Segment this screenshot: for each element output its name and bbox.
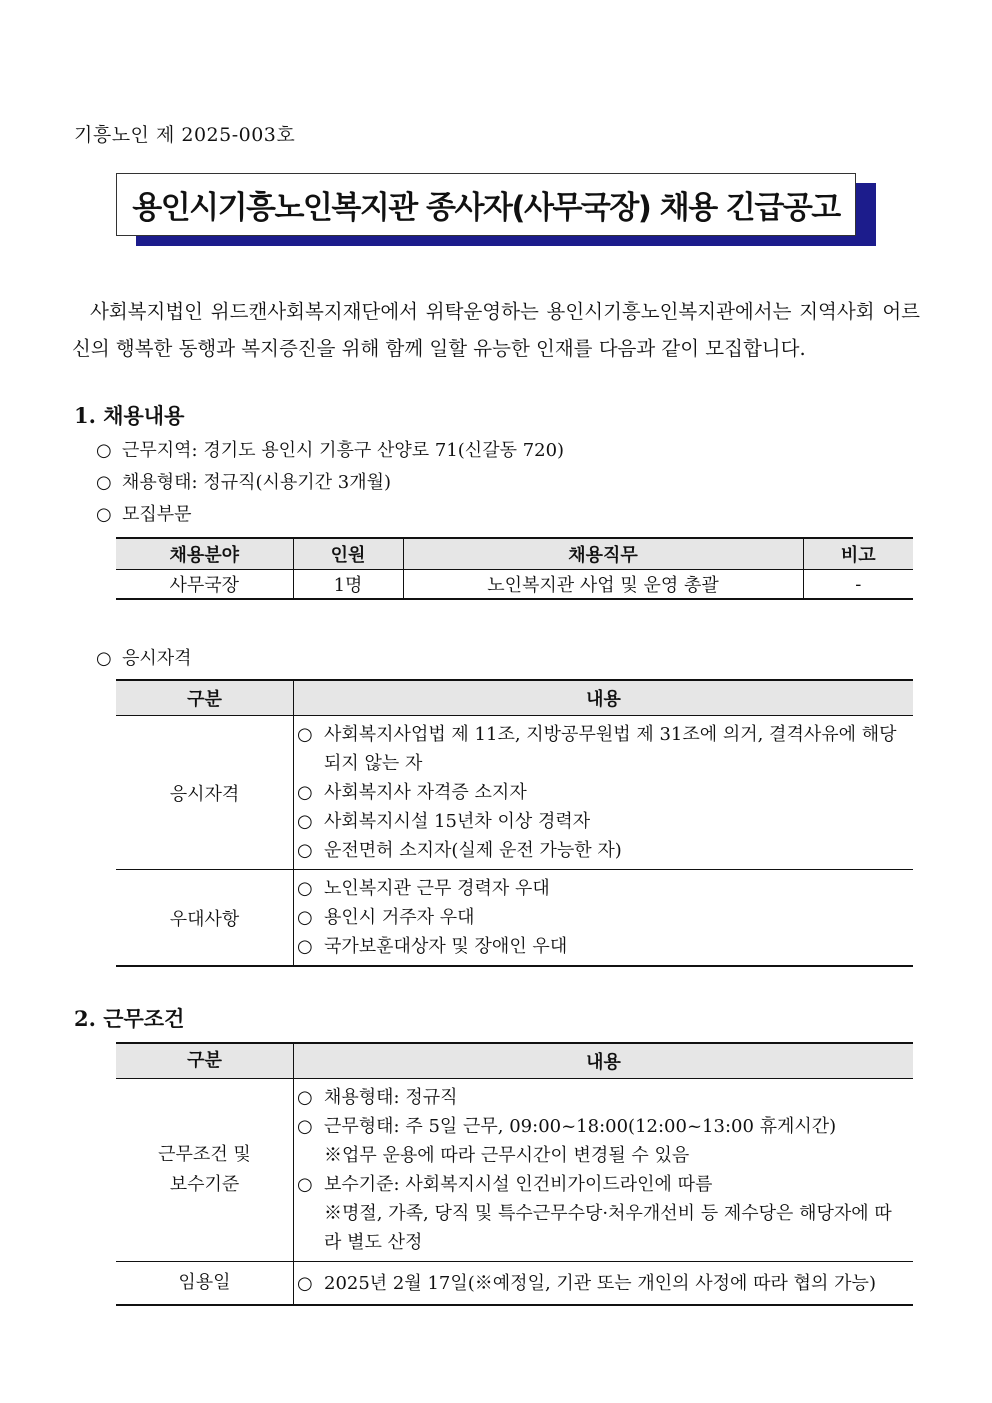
row-content: [294, 1079, 914, 1262]
row-key-line: 근무조건 및: [158, 1144, 251, 1165]
item-text: 노인복지관 근무 경력자 우대: [324, 878, 550, 899]
table-cell: 사무국장: [116, 570, 293, 600]
row-content: [294, 870, 914, 967]
table-header-row: [116, 538, 913, 570]
table-header-row: [116, 680, 913, 716]
table-cell: -: [855, 573, 862, 595]
list-item: [297, 1083, 913, 1112]
note-text: ※업무 운용에 따라 근무시간이 변경될 수 있음: [324, 1145, 690, 1166]
item-text: 사회복지사업법 제 11조, 지방공무원법 제 31조에 의거, 결격사유에 해당되지 않는 자: [324, 724, 897, 774]
circle-mark: ○: [297, 1087, 313, 1108]
item-text: 사회복지사 자격증 소지자: [324, 782, 527, 803]
section2-heading: 2. 근무조건: [74, 1006, 185, 1031]
title-banner: [116, 173, 856, 236]
row-content: [294, 716, 914, 870]
row-key: 우대사항: [116, 870, 294, 967]
circle-mark: ○: [297, 840, 313, 861]
row-key: [116, 1079, 294, 1262]
item-text: 용인시 거주자 우대: [324, 907, 475, 928]
work-area-text: 근무지역: 경기도 용인시 기흥구 산양로 71(신갈동 720): [122, 440, 565, 461]
item-text: 근무형태: 주 5일 근무, 09:00~18:00(12:00~13:00 휴게시간): [324, 1116, 837, 1137]
header-cell: 채용직무: [403, 538, 803, 570]
list-item: [297, 778, 913, 807]
list-item: [297, 1112, 913, 1141]
employment-type-bullet: [96, 468, 391, 494]
item-text: 보수기준: 사회복지시설 인건비가이드라인에 따름: [324, 1174, 713, 1195]
header-cell: 내용: [294, 1043, 914, 1079]
row-key: 응시자격: [116, 716, 294, 870]
qualification-table: [116, 679, 913, 967]
qualification-label: 응시자격: [122, 648, 192, 669]
circle-mark: ○: [297, 907, 313, 928]
bullet-mark: ○: [96, 440, 112, 461]
title-box: [116, 173, 856, 236]
list-item: [297, 903, 913, 932]
table-row: [116, 1079, 913, 1262]
list-item: [297, 1170, 913, 1199]
header-cell: 비고: [803, 538, 913, 570]
table-row: [116, 870, 913, 967]
header-cell: 구분: [116, 680, 294, 716]
table-cell: 노인복지관 사업 및 운영 총괄: [403, 570, 803, 600]
list-item: [297, 836, 913, 865]
item-text: 국가보훈대상자 및 장애인 우대: [324, 936, 568, 957]
qualification-bullet: [96, 644, 192, 670]
list-item: [297, 932, 913, 961]
row-key: 임용일: [116, 1262, 294, 1306]
circle-mark: ○: [297, 724, 313, 745]
intro-paragraph: [72, 293, 920, 367]
header-cell: 채용분야: [116, 538, 293, 570]
list-item: [297, 720, 913, 778]
item-text: 2025년 2월 17일(※예정일, 기관 또는 개인의 사정에 따라 협의 가능): [324, 1272, 876, 1294]
item-text: 사회복지시설 15년차 이상 경력자: [324, 811, 591, 832]
page-title: 용인시기흥노인복지관 종사자(사무국장) 채용 긴급공고: [132, 190, 840, 226]
table-cell: 1명: [293, 570, 403, 600]
row-content: [294, 1262, 914, 1306]
employment-type-text: 채용형태: 정규직(시용기간 3개월): [122, 472, 392, 493]
table-row: [116, 570, 913, 600]
list-item: [297, 807, 913, 836]
circle-mark: ○: [297, 1174, 313, 1195]
bullet-mark: ○: [96, 648, 112, 669]
recruit-label: 모집부문: [122, 504, 192, 525]
circle-mark: ○: [297, 811, 313, 832]
work-area-bullet: [96, 436, 564, 462]
circle-mark: ○: [297, 1272, 313, 1294]
recruit-table: [116, 537, 913, 600]
row-key-line: 보수기준: [169, 1174, 240, 1195]
table-row: [116, 716, 913, 870]
header-cell: 인원: [293, 538, 403, 570]
table-header-row: [116, 1043, 913, 1079]
circle-mark: ○: [297, 936, 313, 957]
header-cell: 내용: [294, 680, 914, 716]
circle-mark: ○: [297, 782, 313, 803]
document-number: 기흥노인 제 2025-003호: [74, 124, 296, 146]
circle-mark: ○: [297, 1116, 313, 1137]
item-text: 운전면허 소지자(실제 운전 가능한 자): [324, 840, 622, 861]
intro-text: 사회복지법인 위드캔사회복지재단에서 위탁운영하는 용인시기흥노인복지관에서는 지역사회 어르신의 행복한 동행과 복지증진을 위해 함께 일할 유능한 인재를 다음과 같이 모집합니다.: [72, 300, 920, 360]
list-item: [297, 874, 913, 903]
section1-heading: 1. 채용내용: [74, 403, 185, 428]
bullet-mark: ○: [96, 504, 112, 525]
item-text: 채용형태: 정규직: [324, 1087, 458, 1108]
recruit-bullet: [96, 500, 192, 526]
list-item: [297, 1269, 913, 1298]
note-text: ※명절, 가족, 당직 및 특수근무수당·처우개선비 등 제수당은 해당자에 따라 별도 산정: [324, 1203, 892, 1253]
bullet-mark: ○: [96, 472, 112, 493]
circle-mark: ○: [297, 878, 313, 899]
table-row: [116, 1262, 913, 1306]
header-cell: 구분: [116, 1043, 294, 1079]
work-conditions-table: [116, 1042, 913, 1306]
